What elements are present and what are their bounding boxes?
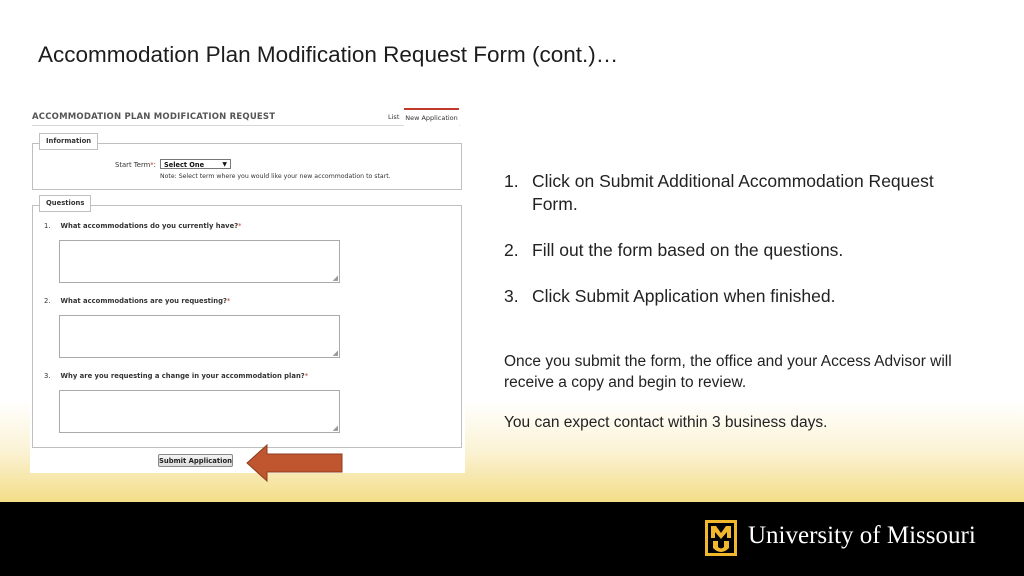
step-1: 1. Click on Submit Additional Accommodation Request Form. (504, 171, 934, 214)
pointer-arrow-icon (246, 444, 344, 482)
footer-bar (0, 502, 1024, 576)
resize-grip-icon: ◢ (332, 349, 338, 357)
header-divider (32, 125, 460, 126)
step-2: 2. Fill out the form based on the questions. (504, 240, 844, 260)
chevron-down-icon: ▼ (222, 161, 227, 168)
question-3-label: 3. Why are you requesting a change in your accommodation plan?* (44, 372, 309, 380)
slide-title: Accommodation Plan Modification Request Form (cont.)… (38, 42, 619, 67)
start-term-label: Start Term*: (115, 161, 156, 169)
information-legend: Information (39, 133, 98, 150)
step-3: 3. Click Submit Application when finished. (504, 286, 836, 306)
start-term-note: Note: Select term where you would like your new accommodation to start. (160, 173, 391, 180)
question-2-label: 2. What accommodations are you requesting?* (44, 297, 231, 305)
tab-new-application[interactable]: New Application (404, 108, 459, 126)
submission-note: Once you submit the form, the office and your Access Advisor will receive a copy and begin to review. (504, 353, 952, 391)
question-3-textarea[interactable] (59, 390, 340, 433)
resize-grip-icon: ◢ (332, 424, 338, 432)
form-header: ACCOMMODATION PLAN MODIFICATION REQUEST (32, 112, 276, 122)
question-1-textarea[interactable] (59, 240, 340, 283)
form-screenshot (30, 106, 465, 473)
tab-list[interactable]: List (388, 113, 400, 121)
question-1-label: 1. What accommodations do you currently have?* (44, 222, 242, 230)
question-2-textarea[interactable] (59, 315, 340, 358)
contact-note: You can expect contact within 3 business days. (504, 414, 828, 431)
university-name: University of Missouri (748, 522, 976, 549)
submit-application-button[interactable]: Submit Application (158, 454, 233, 467)
information-section (32, 143, 462, 190)
start-term-select[interactable]: Select One ▼ (160, 159, 231, 169)
mizzou-logo-icon (705, 520, 737, 556)
questions-legend: Questions (39, 195, 91, 212)
resize-grip-icon: ◢ (332, 274, 338, 282)
